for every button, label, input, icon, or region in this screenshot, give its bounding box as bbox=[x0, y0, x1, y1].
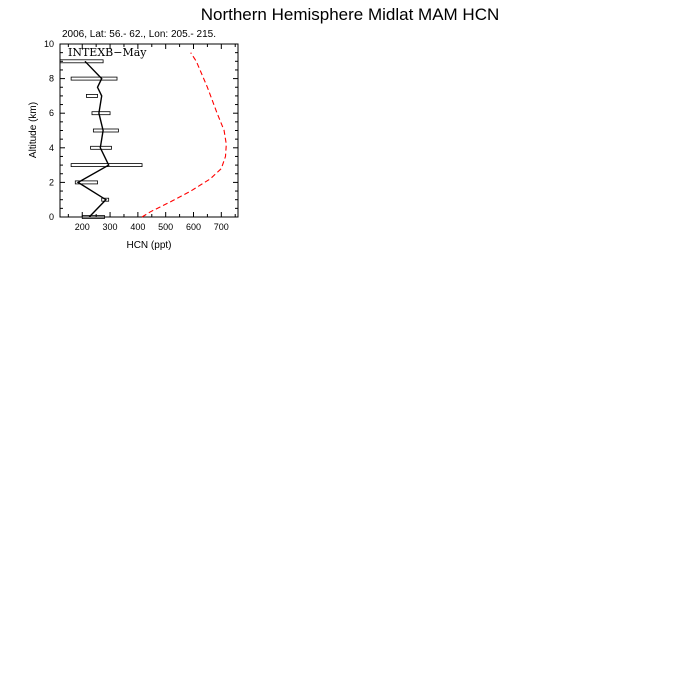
x-tick-label: 300 bbox=[102, 222, 118, 232]
x-tick-label: 700 bbox=[213, 222, 229, 232]
y-axis-label: Altitude (km) bbox=[28, 101, 39, 159]
error-box bbox=[71, 77, 117, 80]
y-tick-label: 4 bbox=[48, 142, 54, 153]
y-tick-label: 8 bbox=[48, 73, 54, 84]
observed-profile-line bbox=[78, 61, 109, 217]
error-box bbox=[92, 112, 110, 115]
plot-area bbox=[44, 39, 238, 232]
x-tick-label: 600 bbox=[185, 222, 202, 232]
chart-subtitle: 2006, Lat: 56.- 62., Lon: 205.- 215. bbox=[62, 29, 217, 40]
model-profile-line bbox=[142, 53, 226, 217]
y-tick-label: 10 bbox=[43, 39, 54, 49]
y-tick-label: 0 bbox=[48, 212, 54, 222]
x-tick-label: 400 bbox=[130, 222, 146, 232]
minor-ticks bbox=[60, 44, 238, 217]
x-tick-label: 200 bbox=[74, 222, 90, 232]
x-ticks bbox=[75, 44, 229, 232]
x-axis-label: HCN (ppt) bbox=[126, 240, 172, 251]
chart-title: Northern Hemisphere Midlat MAM HCN bbox=[200, 5, 500, 24]
y-tick-label: 2 bbox=[48, 177, 54, 188]
plot-frame bbox=[60, 44, 238, 217]
error-box bbox=[86, 94, 97, 97]
x-tick-label: 500 bbox=[158, 222, 174, 232]
error-box bbox=[60, 60, 103, 63]
y-ticks bbox=[44, 39, 238, 222]
error-box bbox=[93, 129, 118, 132]
chart-annotation: INTEXB−May bbox=[68, 46, 147, 59]
y-tick-label: 6 bbox=[48, 108, 54, 119]
series-lines bbox=[78, 53, 226, 217]
